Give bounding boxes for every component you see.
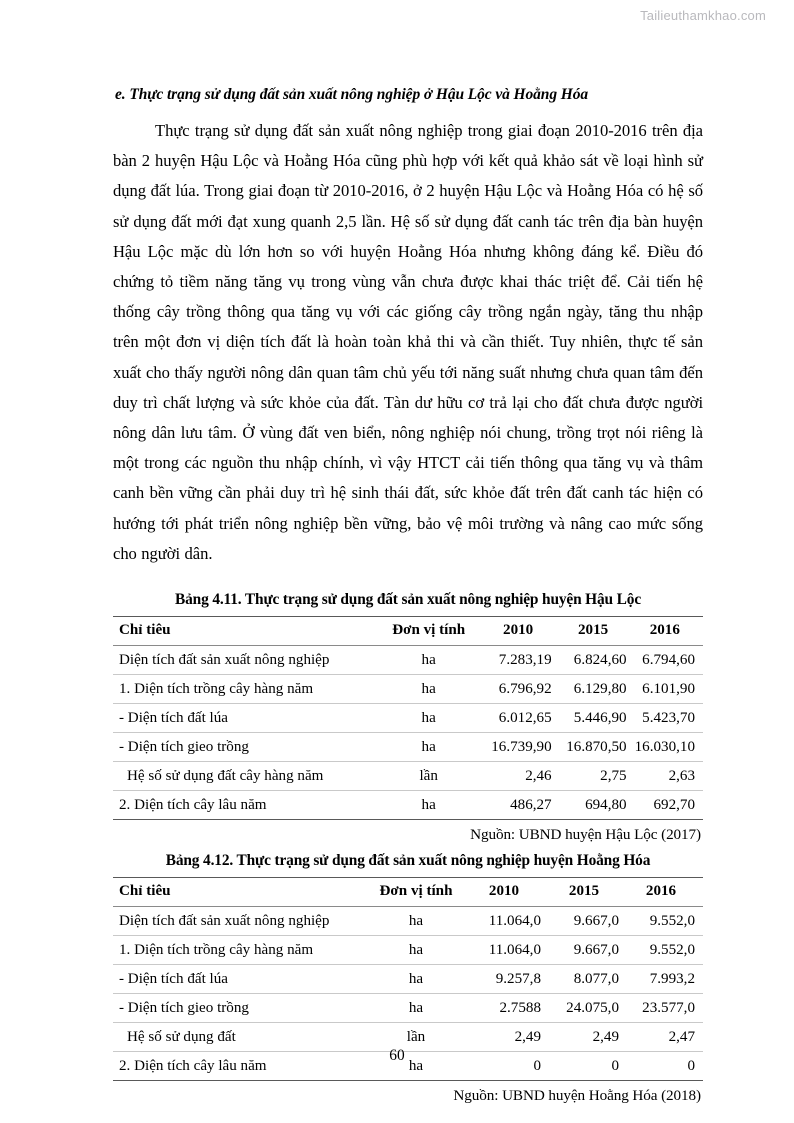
- body-paragraph: Thực trạng sử dụng đất sản xuất nông nghiệp trong giai đoạn 2010-2016 trên địa bàn 2 huyện Hậu Lộc và Hoằng Hóa cũng phù hợp với kết quả khảo sát về loại hình sử dụng đất lúa. Trong giai đoạn từ 2010-2016, ở 2 huyện Hậu Lộc và Hoằng Hóa có hệ số sử dụng đất mới đạt xung quanh 2,5 lần. Hệ số sử dụng đất canh tác trên địa bàn huyện Hậu Lộc mặc dù lớn hơn so với huyện Hoằng Hóa nhưng không đáng kể. Điều đó chứng tỏ tiềm năng tăng vụ trong vùng vẫn chưa được khai thác triệt để. Cải tiến hệ thống cây trồng thông qua tăng vụ với các giống cây trồng ngắn ngày, tăng thu nhập trên một đơn vị diện tích đất là hoàn toàn khả thi và cần thiết. Tuy nhiên, thực tế sản xuất cho thấy người nông dân quan tâm chủ yếu tới năng suất nhưng chưa quan tâm đến duy trì chất lượng và sức khỏe của đất. Tàn dư hữu cơ trả lại cho đất chưa được người nông dân lưu tâm. Ở vùng đất ven biển, nông nghiệp nói chung, trồng trọt nói riêng là một trong các nguồn thu nhập chính, vì vậy HTCT cải tiến thông qua tăng vụ và thâm canh bền vững cần phải duy trì hệ sinh thái đất, sức khỏe đất trên đất canh tác hiện có hướng tới phát triển nông nghiệp bền vững, bảo vệ môi trường và nâng cao mức sống cho người dân.: [113, 121, 703, 563]
- table-row: [113, 704, 703, 733]
- cell-2015: 24.075,0: [549, 994, 627, 1023]
- cell-unit: lần: [365, 1023, 467, 1052]
- column-header-2016: 2016: [635, 617, 703, 646]
- cell-2010: 11.064,0: [467, 907, 549, 936]
- table-row: [113, 907, 703, 936]
- cell-2010: 9.257,8: [467, 965, 549, 994]
- cell-unit: lần: [373, 762, 485, 791]
- cell-2016: 16.030,10: [635, 733, 703, 762]
- cell-2010: 11.064,0: [467, 936, 549, 965]
- table-row: [113, 791, 703, 820]
- cell-2016: 5.423,70: [635, 704, 703, 733]
- table-412-head: [113, 878, 703, 907]
- table-block-412: [113, 852, 703, 1105]
- cell-unit: ha: [365, 994, 467, 1023]
- cell-2015: 9.667,0: [549, 907, 627, 936]
- cell-indicator: Hệ số sử dụng đất cây hàng năm: [113, 762, 373, 791]
- table-row: [113, 936, 703, 965]
- table-header-row: [113, 878, 703, 907]
- cell-2016: 2,47: [627, 1023, 703, 1052]
- table-caption-411: Bảng 4.11. Thực trạng sử dụng đất sản xuất nông nghiệp huyện Hậu Lộc: [175, 591, 641, 609]
- table-411-head: [113, 617, 703, 646]
- cell-indicator: Hệ số sử dụng đất: [113, 1023, 365, 1052]
- cell-2015: 694,80: [560, 791, 635, 820]
- section-heading: e. Thực trạng sử dụng đất sản xuất nông nghiệp ở Hậu Lộc và Hoằng Hóa: [115, 86, 589, 103]
- cell-indicator: - Diện tích gieo trồng: [113, 994, 365, 1023]
- cell-2010: 6.796,92: [485, 675, 560, 704]
- cell-unit: ha: [365, 936, 467, 965]
- column-header-unit: Đơn vị tính: [373, 617, 485, 646]
- table-row: [113, 646, 703, 675]
- cell-2010: 7.283,19: [485, 646, 560, 675]
- column-header-indicator: Chỉ tiêu: [113, 617, 373, 646]
- cell-2010: 2,49: [467, 1023, 549, 1052]
- cell-2015: 8.077,0: [549, 965, 627, 994]
- cell-2015: 2,49: [549, 1023, 627, 1052]
- cell-2015: 16.870,50: [560, 733, 635, 762]
- cell-indicator: 1. Diện tích trồng cây hàng năm: [113, 936, 365, 965]
- cell-unit: ha: [373, 646, 485, 675]
- cell-2016: 9.552,0: [627, 936, 703, 965]
- table-411-body: [113, 646, 703, 820]
- column-header-2010: 2010: [467, 878, 549, 907]
- cell-2016: 2,63: [635, 762, 703, 791]
- cell-2010: 2.7588: [467, 994, 549, 1023]
- cell-2016: 23.577,0: [627, 994, 703, 1023]
- cell-unit: ha: [365, 907, 467, 936]
- table-411: [113, 616, 703, 820]
- cell-unit: ha: [365, 965, 467, 994]
- column-header-2010: 2010: [485, 617, 560, 646]
- column-header-2015: 2015: [560, 617, 635, 646]
- cell-2016: 692,70: [635, 791, 703, 820]
- cell-2016: 7.993,2: [627, 965, 703, 994]
- table-row: [113, 965, 703, 994]
- cell-2016: 6.101,90: [635, 675, 703, 704]
- cell-2015: 9.667,0: [549, 936, 627, 965]
- column-header-2016: 2016: [627, 878, 703, 907]
- cell-unit: ha: [373, 675, 485, 704]
- table-caption-412: Bảng 4.12. Thực trạng sử dụng đất sản xuất nông nghiệp huyện Hoằng Hóa: [165, 852, 651, 870]
- column-header-2015: 2015: [549, 878, 627, 907]
- cell-2016: 6.794,60: [635, 646, 703, 675]
- page-content: [113, 86, 703, 1105]
- cell-indicator: Diện tích đất sản xuất nông nghiệp: [113, 907, 365, 936]
- cell-2010: 6.012,65: [485, 704, 560, 733]
- cell-unit: ha: [365, 1052, 467, 1081]
- cell-unit: ha: [373, 733, 485, 762]
- cell-2015: 6.824,60: [560, 646, 635, 675]
- table-source-412: Nguồn: UBND huyện Hoằng Hóa (2018): [453, 1087, 701, 1105]
- table-row: [113, 675, 703, 704]
- column-header-unit: Đơn vị tính: [365, 878, 467, 907]
- cell-indicator: - Diện tích gieo trồng: [113, 733, 373, 762]
- table-row: [113, 762, 703, 791]
- table-row: [113, 733, 703, 762]
- cell-indicator: - Diện tích đất lúa: [113, 704, 373, 733]
- cell-2015: 5.446,90: [560, 704, 635, 733]
- table-header-row: [113, 617, 703, 646]
- cell-indicator: - Diện tích đất lúa: [113, 965, 365, 994]
- cell-indicator: Diện tích đất sản xuất nông nghiệp: [113, 646, 373, 675]
- cell-indicator: 1. Diện tích trồng cây hàng năm: [113, 675, 373, 704]
- cell-indicator: 2. Diện tích cây lâu năm: [113, 791, 373, 820]
- watermark-text: Tailieuthamkhao.com: [640, 8, 766, 23]
- cell-2010: 2,46: [485, 762, 560, 791]
- cell-2016: 9.552,0: [627, 907, 703, 936]
- table-row: [113, 994, 703, 1023]
- cell-2010: 486,27: [485, 791, 560, 820]
- cell-2010: 16.739,90: [485, 733, 560, 762]
- cell-unit: ha: [373, 791, 485, 820]
- table-source-411: Nguồn: UBND huyện Hậu Lộc (2017): [470, 826, 701, 844]
- cell-2016: 0: [627, 1052, 703, 1081]
- cell-2010: 0: [467, 1052, 549, 1081]
- table-block-411: [113, 591, 703, 844]
- cell-indicator: 2. Diện tích cây lâu năm: [113, 1052, 365, 1081]
- cell-2015: 6.129,80: [560, 675, 635, 704]
- cell-2015: 2,75: [560, 762, 635, 791]
- column-header-indicator: Chỉ tiêu: [113, 878, 365, 907]
- cell-2015: 0: [549, 1052, 627, 1081]
- page-number: 60: [389, 1047, 405, 1064]
- cell-unit: ha: [373, 704, 485, 733]
